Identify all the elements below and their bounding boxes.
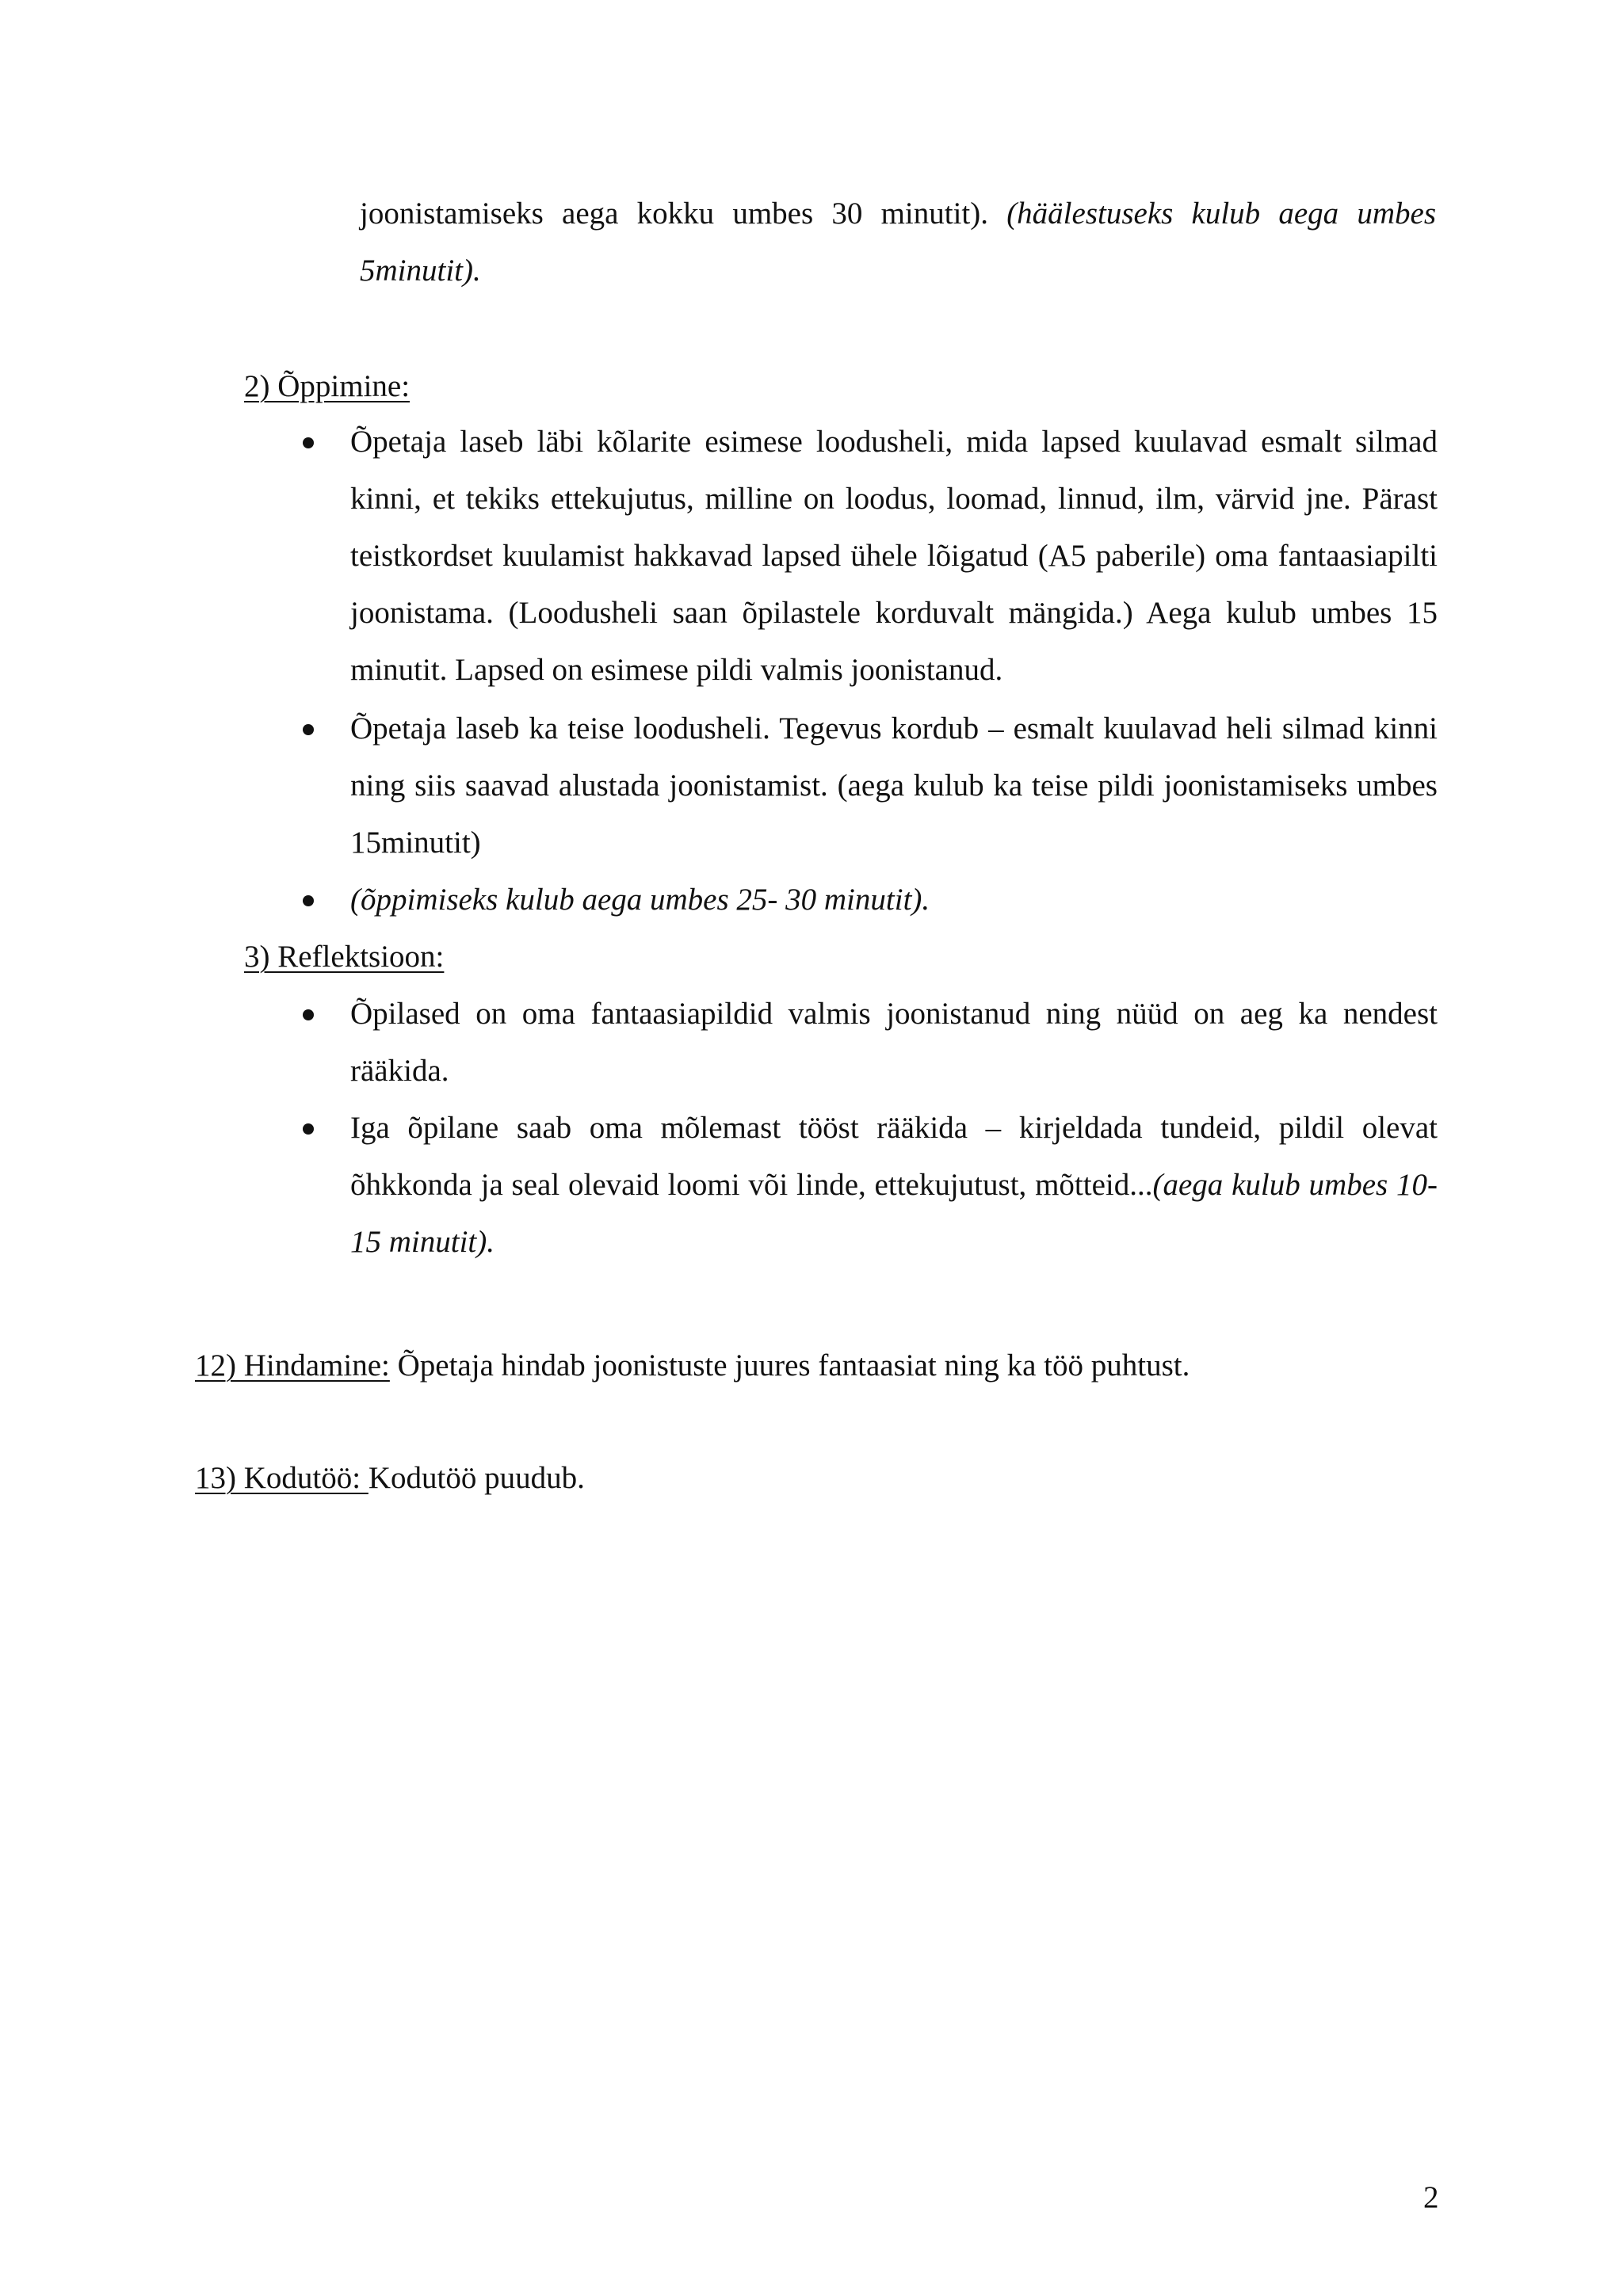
- section-2-bullet-3: (õppimiseks kulub aega umbes 25- 30 minutit).: [350, 883, 930, 917]
- section-12-text: Õpetaja hindab joonistuste juures fantaasiat ning ka töö puhtust.: [389, 1348, 1190, 1383]
- bullet-icon: [303, 1009, 314, 1020]
- bullet-icon: [303, 895, 314, 906]
- section-2-bullet-2: Õpetaja laseb ka teise loodusheli. Tegevus kordub – esmalt kuulavad heli silmad kinni ning siis saavad alustada joonistamist. (aega kulub ka teise pildi joonistamiseks umbes 15minutit): [350, 711, 1438, 860]
- intro-paragraph: [360, 185, 1436, 299]
- bullet-icon: [303, 1123, 314, 1135]
- section-3-bullet-2-text: Iga õpilane saab oma mõlemast tööst rääkida – kirjeldada tundeid, pildil olevat õhkkonda ja seal olevaid loomi või linde, ettekujutust, mõtteid...: [350, 1111, 1438, 1202]
- bullet-icon: [303, 437, 314, 448]
- section-12-label: 12) Hindamine:: [195, 1348, 390, 1383]
- intro-italic-note: (häälestuseks kulub aega umbes 5minutit).: [360, 196, 1437, 288]
- section-2-heading: 2) Õppimine:: [244, 369, 411, 403]
- section-13-line: [195, 1450, 585, 1507]
- section-3-bullet-1: Õpilased on oma fantaasiapildid valmis joonistanud ning nüüd on aeg ka nendest rääkida.: [350, 997, 1438, 1088]
- section-13-label: 13) Kodutöö:: [195, 1461, 369, 1495]
- bullet-icon: [303, 724, 314, 735]
- page-number: 2: [1423, 2180, 1439, 2214]
- section-3-heading: 3) Reflektsioon:: [244, 940, 445, 974]
- section-12-line: [195, 1337, 1190, 1394]
- section-3-bullet-2-italic: (aega kulub umbes 10-15 minutit).: [350, 1168, 1438, 1259]
- intro-text: joonistamiseks aega kokku umbes 30 minutit).: [360, 196, 1007, 231]
- section-3-bullet-2: [350, 1100, 1438, 1271]
- section-2-bullet-1: Õpetaja laseb läbi kõlarite esimese loodusheli, mida lapsed kuulavad esmalt silmad kinni, et tekiks ettekujutus, milline on loodus, loomad, linnud, ilm, värvid jne. Pärast teistkordset kuulamist hakkavad lapsed ühele lõigatud (A5 paberile) oma fantaasiapilti joonistama. (Loodusheli saan õpilastele korduvalt mängida.) Aega kulub umbes 15 minutit. Lapsed on esimese pildi valmis joonistanud.: [350, 425, 1438, 687]
- section-13-text: Kodutöö puudub.: [368, 1461, 585, 1495]
